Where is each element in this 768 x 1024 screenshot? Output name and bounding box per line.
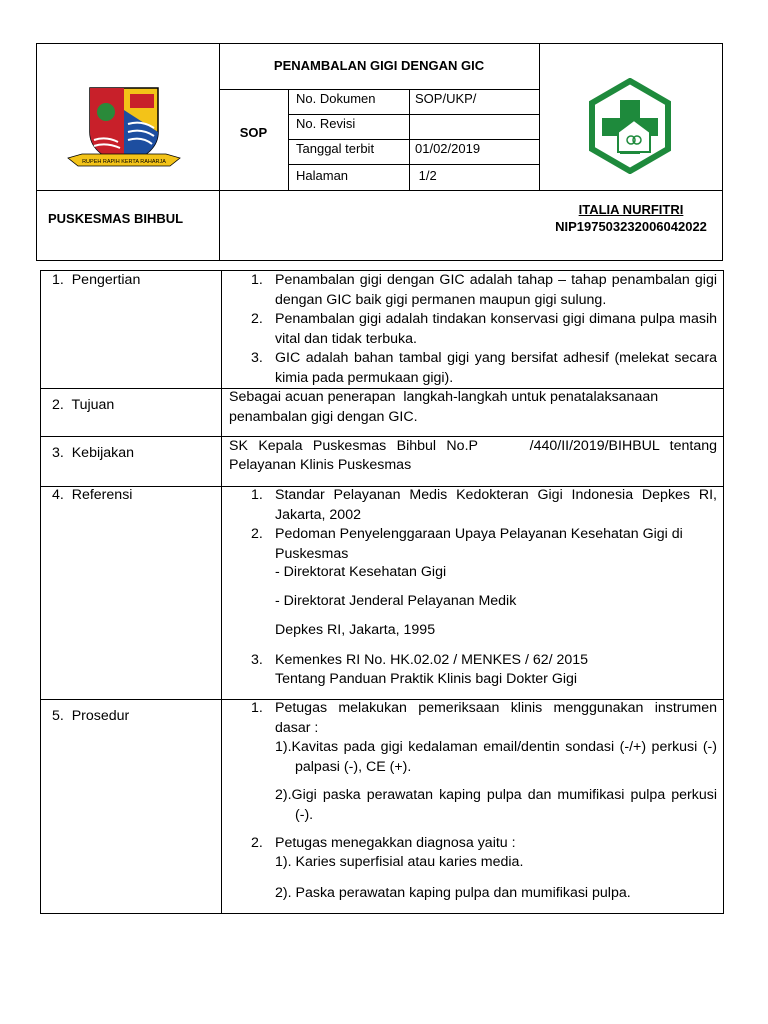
prosedur-sub: 1).Kavitas pada gigi kedalaman email/dentin sondasi (-/+) perkusi (-) palpasi (-), CE (+). <box>275 739 717 775</box>
item-number: 3. <box>251 350 263 366</box>
row-label-prosedur: 5. Prosedur <box>52 708 130 724</box>
item-number: 2. <box>251 835 263 851</box>
item-number: 1. <box>251 700 263 716</box>
regency-logo <box>66 84 182 170</box>
item-text: Petugas melakukan pemeriksaan klinis menggunakan instrumen dasar : <box>275 700 717 736</box>
item-text: Petugas menegakkan diagnosa yaitu : <box>275 835 516 851</box>
row-label-tujuan: 2. Tujuan <box>52 397 115 413</box>
header-divider <box>539 43 540 190</box>
prosedur-sub: 2). Paska perawatan kaping pulpa dan mumifikasi pulpa. <box>275 885 631 901</box>
logo-banner-text: RUPEH RAPIH KERTA RAHARJA <box>82 159 166 165</box>
item-number: 3. <box>251 652 263 668</box>
header-divider <box>219 89 539 90</box>
header-divider <box>219 43 220 261</box>
kebijakan-line-2: Pelayanan Klinis Puskesmas <box>229 457 412 473</box>
header-divider <box>288 114 539 115</box>
list-item <box>251 271 717 310</box>
meta-label: Halaman <box>296 168 349 183</box>
item-text: Penambalan gigi dengan GIC adalah tahap – tahap penambalan gigi dengan GIC baik gigi permanen maupun gigi sulung. <box>275 272 717 308</box>
header-divider <box>288 139 539 140</box>
list-item <box>251 699 717 738</box>
header-divider <box>288 164 539 165</box>
kebijakan-line-1: SK Kepala Puskesmas Bihbul No.P /440/II/2019/BIHBUL tentang <box>229 438 717 454</box>
row-label-referensi: 4. Referensi <box>52 487 133 503</box>
meta-value: 01/02/2019 <box>415 141 481 156</box>
item-number: 2. <box>251 526 263 542</box>
referensi-item3-line1: Kemenkes RI No. HK.02.02 / MENKES / 62/ 2015 <box>275 652 589 668</box>
meta-label: Tanggal terbit <box>296 141 375 156</box>
sop-label: SOP <box>239 125 268 140</box>
signer-nip: NIP197503232006042022 <box>555 219 707 234</box>
org-name: PUSKESMAS BIHBUL <box>48 211 184 226</box>
item-number: 1. <box>251 487 263 503</box>
meta-value: SOP/UKP/ <box>415 91 477 106</box>
item-text: GIC adalah bahan tambal gigi yang bersifat adhesif (melekat secara kimia pada permukaan gigi). <box>275 350 717 386</box>
item-text: Penambalan gigi adalah tindakan konservasi gigi dimana pulpa masih vital dan tidak terbuka. <box>275 311 717 347</box>
row-label-kebijakan: 3. Kebijakan <box>52 445 135 461</box>
referensi-sub: - Direktorat Jenderal Pelayanan Medik <box>275 593 517 609</box>
list-item <box>251 525 717 564</box>
tujuan-text: Sebagai acuan penerapan langkah-langkah untuk penatalaksanaan penambalan gigi dengan GIC. <box>229 389 663 425</box>
item-number: 2. <box>251 311 263 327</box>
list-item <box>251 349 717 388</box>
referensi-sub: Depkes RI, Jakarta, 1995 <box>275 622 436 638</box>
prosedur-sub: 1). Karies superfisial atau karies media. <box>275 854 524 870</box>
row-label-pengertian: 1. Pengertian <box>52 272 141 288</box>
item-text: Standar Pelayanan Medis Kedokteran Gigi Indonesia Depkes RI, Jakarta, 2002 <box>275 487 717 523</box>
header-divider <box>36 190 723 191</box>
meta-label: No. Revisi <box>296 116 356 131</box>
meta-label: No. Dokumen <box>296 91 376 106</box>
item-text: Pedoman Penyelenggaraan Upaya Pelayanan Kesehatan Gigi di Puskesmas <box>275 526 683 562</box>
document-title: PENAMBALAN GIGI DENGAN GIC <box>273 58 485 73</box>
item-number: 1. <box>251 272 263 288</box>
list-item <box>251 310 717 349</box>
list-item <box>251 486 717 525</box>
referensi-sub: - Direktorat Kesehatan Gigi <box>275 564 447 580</box>
signer-name: ITALIA NURFITRI <box>578 202 684 217</box>
table-divider <box>221 270 222 914</box>
puskesmas-logo <box>582 78 678 174</box>
prosedur-sub: 2).Gigi paska perawatan kaping pulpa dan mumifikasi pulpa perkusi (-). <box>275 787 729 823</box>
meta-value: 1/2 <box>415 168 437 183</box>
referensi-item3-line2: Tentang Panduan Praktik Klinis bagi Dokter Gigi <box>275 671 578 687</box>
